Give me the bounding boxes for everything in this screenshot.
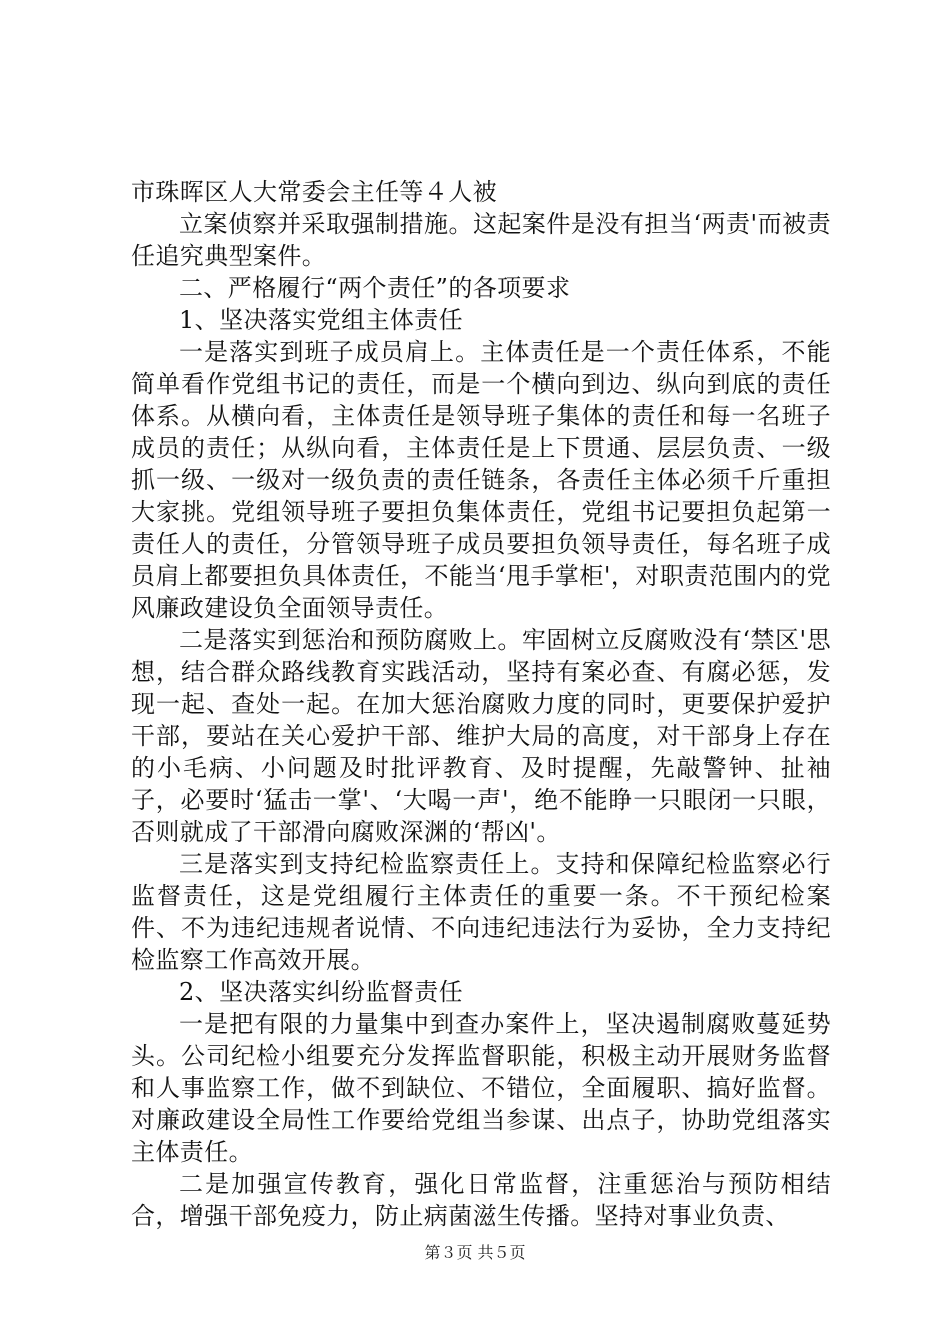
paragraph: 二是加强宣传教育，强化日常监督，注重惩治与预防相结合，增强干部免疫力，防止病菌滋生传播。坚持对事业负责、 [131,1170,831,1230]
paragraph: 立案侦察并采取强制措施。这起案件是没有担当‘两责'而被责任追究典型案件。 [131,210,831,270]
paragraph: 二是落实到惩治和预防腐败上。牢固树立反腐败没有‘禁区'思想，结合群众路线教育实践活动，坚持有案必查、有腐必惩，发现一起、查处一起。在加大惩治腐败力度的同时，更要保护爱护干部，要站在关心爱护干部、维护大局的高度，对干部身上存在的小毛病、小问题及时批评教育、及时提醒，先敲警钟、扯袖子，必要时‘猛击一掌'、‘大喝一声'，绝不能睁一只眼闭一只眼，否则就成了干部滑向腐败深渊的‘帮凶'。 [131,626,831,846]
subsection-heading: 2、坚决落实纠纷监督责任 [179,978,464,1006]
page-number-footer: 第３页 共５页 [424,1243,526,1262]
paragraph: 一是把有限的力量集中到查办案件上，坚决遏制腐败蔓延势头。公司纪检小组要充分发挥监督职能，积极主动开展财务监督和人事监察工作，做不到缺位、不错位，全面履职、搞好监督。对廉政建设全局性工作要给党组当参谋、出点子，协助党组落实主体责任。 [131,1010,831,1166]
paragraph: 一是落实到班子成员肩上。主体责任是一个责任体系，不能简单看作党组书记的责任，而是一个横向到边、纵向到底的责任体系。从横向看，主体责任是领导班子集体的责任和每一名班子成员的责任；从纵向看，主体责任是上下贯通、层层负责、一级抓一级、一级对一级负责的责任链条，各责任主体必须千斤重担大家挑。党组领导班子要担负集体责任，党组书记要担负起第一责任人的责任，分管领导班子成员要担负领导责任，每名班子成员肩上都要担负具体责任，不能当‘甩手掌柜'，对职责范围内的党风廉政建设负全面领导责任。 [131,338,831,622]
paragraph: 市珠晖区人大常委会主任等４人被 [131,178,497,206]
section-heading: 二、严格履行“两个责任”的各项要求 [179,274,571,302]
subsection-heading: 1、坚决落实党组主体责任 [179,306,464,334]
document-body [131,176,831,1232]
paragraph: 三是落实到支持纪检监察责任上。支持和保障纪检监察必行监督责任，这是党组履行主体责任的重要一条。不干预纪检案件、不为违纪违规者说情、不向违纪违法行为妥协，全力支持纪检监察工作高效开展。 [131,850,831,974]
